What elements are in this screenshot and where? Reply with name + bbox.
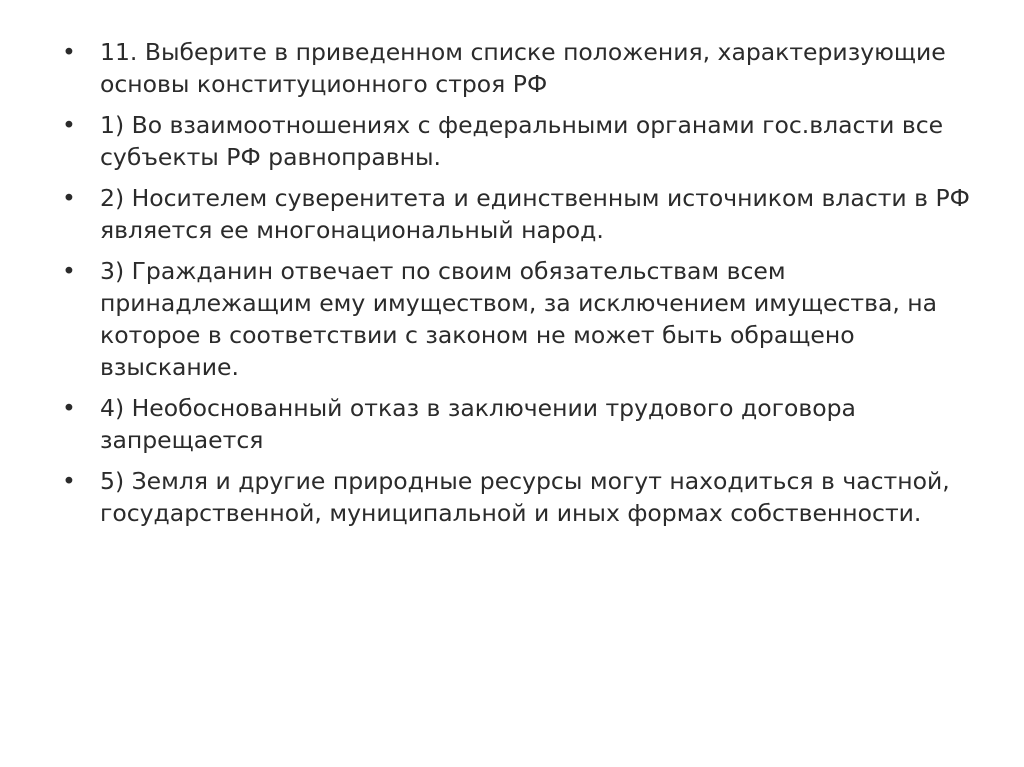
list-item-option-5 bbox=[62, 465, 982, 529]
bullet-list bbox=[62, 36, 982, 538]
bullet-icon: • bbox=[62, 111, 76, 139]
bullet-icon: • bbox=[62, 184, 76, 212]
list-item-option-2 bbox=[62, 182, 982, 246]
list-item-question bbox=[62, 36, 982, 100]
list-item-text: 1) Во взаимоотношениях с федеральными органами гос.власти все субъекты РФ равноправны. bbox=[100, 111, 944, 171]
bullet-icon: • bbox=[62, 467, 76, 495]
list-item-text: 4) Необоснованный отказ в заключении трудового договора запрещается bbox=[100, 394, 856, 454]
list-item-option-1 bbox=[62, 109, 982, 173]
list-item-option-3 bbox=[62, 255, 982, 383]
list-item-text: 3) Гражданин отвечает по своим обязательствам всем принадлежащим ему имуществом, за исключением имущества, на которое в соответствии с законом не может быть обращено взыскание. bbox=[100, 257, 938, 381]
list-item-option-4 bbox=[62, 392, 982, 456]
list-item-text: 11. Выберите в приведенном списке положения, характеризующие основы конституционного строя РФ bbox=[100, 38, 946, 98]
bullet-icon: • bbox=[62, 394, 76, 422]
list-item-text: 2) Носителем суверенитета и единственным источником власти в РФ является ее многонациональный народ. bbox=[100, 184, 970, 244]
bullet-icon: • bbox=[62, 257, 76, 285]
bullet-icon: • bbox=[62, 38, 76, 66]
list-item-text: 5) Земля и другие природные ресурсы могут находиться в частной, государственной, муниципальной и иных формах собственности. bbox=[100, 467, 950, 527]
